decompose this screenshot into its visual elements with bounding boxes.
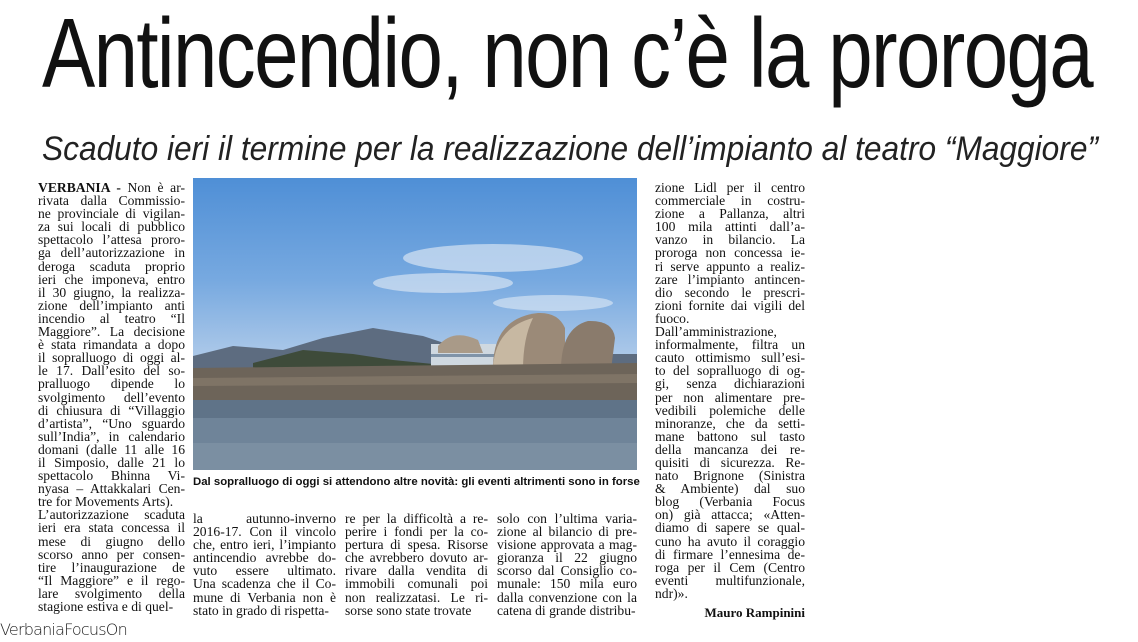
text-line: lare svolgimento della: [38, 585, 185, 601]
text-line: ne provinciale di vigilan-: [38, 206, 185, 222]
text-line: solo con l’ultima varia-: [497, 511, 637, 526]
text-line-rest: Non è ar-: [127, 180, 185, 195]
text-line: scorso anno per consen-: [38, 546, 185, 562]
text-line: deroga scaduta proprio: [38, 258, 185, 274]
text-line: tre for Movements Arts).: [38, 494, 174, 510]
text-line: re per la difficoltà a re-: [345, 511, 488, 526]
text-line: Una scadenza che il Co-: [193, 576, 336, 592]
text-line: spettacolo Bhinna Vi-: [38, 468, 185, 484]
text-line: L’autorizzazione scaduta: [38, 507, 185, 523]
text-line: il Simposio, dalle 21 lo: [38, 454, 185, 470]
text-line: stagione estiva e di quel-: [38, 599, 174, 614]
text-line: perire i fondi per la co-: [345, 524, 488, 540]
text-line: sull’India”, in calendario: [38, 428, 185, 444]
text-line: mane battono sul tasto: [655, 428, 805, 444]
text-line: la autunno-inverno: [193, 511, 336, 526]
text-line: zione al bilancio di pre-: [497, 524, 637, 540]
text-line: blog (Verbania Focus: [655, 494, 805, 510]
text-line: minoranze, che da setti-: [655, 415, 805, 431]
text-line: pertura di spesa. Risorse: [345, 537, 488, 553]
text-line: pralluogo dipende lo: [38, 376, 185, 392]
text-line: visione approvata a mag-: [497, 537, 637, 553]
author-signature: Mauro Rampinini: [704, 605, 805, 620]
text-line: ieri era stata concessa il: [38, 520, 185, 536]
text-line: to del sopralluogo di og-: [655, 363, 805, 379]
text-line: cauto ottimismo sull’esi-: [655, 350, 805, 366]
dateline: VERBANIA -: [38, 180, 121, 195]
text-line: zare l’impianto antincen-: [655, 271, 805, 287]
text-line: di firmare l’ennesima de-: [655, 546, 805, 562]
article-column-4: [497, 512, 637, 617]
text-line: che avrebbero dovuto ar-: [345, 550, 488, 566]
subtitle: Scaduto ieri il termine per la realizzazione dell’impianto al teatro “Maggiore”: [42, 130, 1098, 168]
text-line: che, entro ieri, l’impianto: [193, 537, 336, 553]
text-line: gioranza il 22 giugno: [497, 550, 637, 566]
text-line: catena di grande distribu-: [497, 602, 636, 618]
article-column-5: [655, 181, 805, 600]
text-line: il 30 giugno, la realizza-: [38, 284, 185, 300]
text-line: scorso dal Consiglio co-: [497, 563, 637, 579]
text-line: immobili comunali poi: [345, 576, 488, 592]
text-line: dalla convenzione con la: [497, 589, 637, 605]
text-line: diamo di sapere se qual-: [655, 520, 805, 536]
text-line: stato in grado di rispetta-: [193, 602, 329, 618]
text-line: è stata rimandata a dopo: [38, 337, 185, 353]
text-line: eventi multifunzionale,: [655, 572, 805, 588]
text-line: za sui locali di pubblico: [38, 219, 185, 235]
text-line: mune di Verbania non è: [193, 589, 336, 605]
text-line: di chiusura di “Villaggio: [38, 402, 185, 418]
text-line: antincendio avrebbe do-: [193, 550, 336, 566]
text-line: rivare dalla vendita di: [345, 563, 488, 579]
text-line: quisiti di sicurezza. Re-: [655, 454, 805, 470]
text-line: & Ambiente) dal suo: [655, 481, 805, 497]
text-line: 2016-17. Con il vincolo: [193, 524, 336, 540]
text-line: d’artista”, “Uno sguardo: [38, 415, 185, 431]
text-line: Dall’amministrazione,: [655, 324, 777, 340]
text-line: della mancanza dei re-: [655, 441, 805, 457]
text-line: nato Brignone (Sinistra: [655, 468, 805, 484]
text-line: zione dell’impianto anti: [38, 297, 185, 313]
text-line: ri serve appunto a realiz-: [655, 258, 805, 274]
text-line: “Il Maggiore” e il rego-: [38, 572, 185, 588]
text-line: on) già attacca; «Atten-: [655, 507, 805, 523]
text-line: mese di giugno dello: [38, 533, 185, 549]
text-line: fuoco.: [655, 310, 690, 326]
watermark: VerbaniaFocusOn: [0, 620, 127, 639]
text-line: ndr)».: [655, 585, 688, 601]
photo-caption: Dal sopralluogo di oggi si attendono altre novità: gli eventi altrimenti sono in forse: [193, 476, 640, 488]
text-line: per non alimentare pre-: [655, 389, 805, 405]
text-line: cuno ha avuto il coraggio: [655, 533, 805, 549]
text-line: vuto essere ultimato.: [193, 563, 336, 579]
text-line: tire l’inaugurazione de: [38, 559, 185, 575]
headline: Antincendio, non c’è la proroga: [42, 0, 1092, 108]
text-line: nyasa – Attakkalari Cen-: [38, 481, 185, 497]
text-line: ieri che imponeva, entro: [38, 271, 185, 287]
text-line: zione a Pallanza, altri: [655, 206, 805, 222]
text-line: proroga non concessa ie-: [655, 245, 805, 261]
article-column-1: [38, 181, 185, 613]
text-line: incendio al teatro “Il: [38, 310, 185, 326]
text-line: ga dell’autorizzazione in: [38, 245, 185, 261]
text-line: le 17. Dall’esito del so-: [38, 363, 185, 379]
text-line: sorse sono state trovate: [345, 602, 472, 618]
text-line: vedibili polemiche delle: [655, 402, 805, 418]
text-line: spettacolo l’attesa proro-: [38, 232, 185, 248]
article-column-3: [345, 512, 488, 617]
photo-teatro-maggiore: [193, 178, 637, 470]
text-line: il sopralluogo di oggi al-: [38, 350, 185, 366]
text-line: non realizzatasi. Le ri-: [345, 589, 488, 605]
text-line: munale: 150 mila euro: [497, 576, 637, 592]
text-line: domani (dalle 11 alle 16: [38, 441, 185, 457]
text-line: svolgimento dell’evento: [38, 389, 185, 405]
photo-illustration: [193, 178, 637, 470]
text-line: zioni fornite dai vigili del: [655, 297, 805, 313]
text-line: rivata dalla Commissio-: [38, 193, 185, 209]
text-line: zione Lidl per il centro: [655, 180, 805, 195]
text-line: informalmente, filtra un: [655, 337, 805, 353]
text-line: dio secondo le prescri-: [655, 284, 805, 300]
text-line: commerciale in costru-: [655, 193, 805, 209]
text-line: Maggiore”. La decisione: [38, 324, 185, 340]
text-line: 100 mila attinti dall’a-: [655, 219, 805, 235]
article-column-2: [193, 512, 336, 617]
text-line: roga per il Cem (Centro: [655, 559, 805, 575]
text-line: vanzo in bilancio. La: [655, 232, 805, 248]
text-line: gi, senza dichiarazioni: [655, 376, 805, 392]
